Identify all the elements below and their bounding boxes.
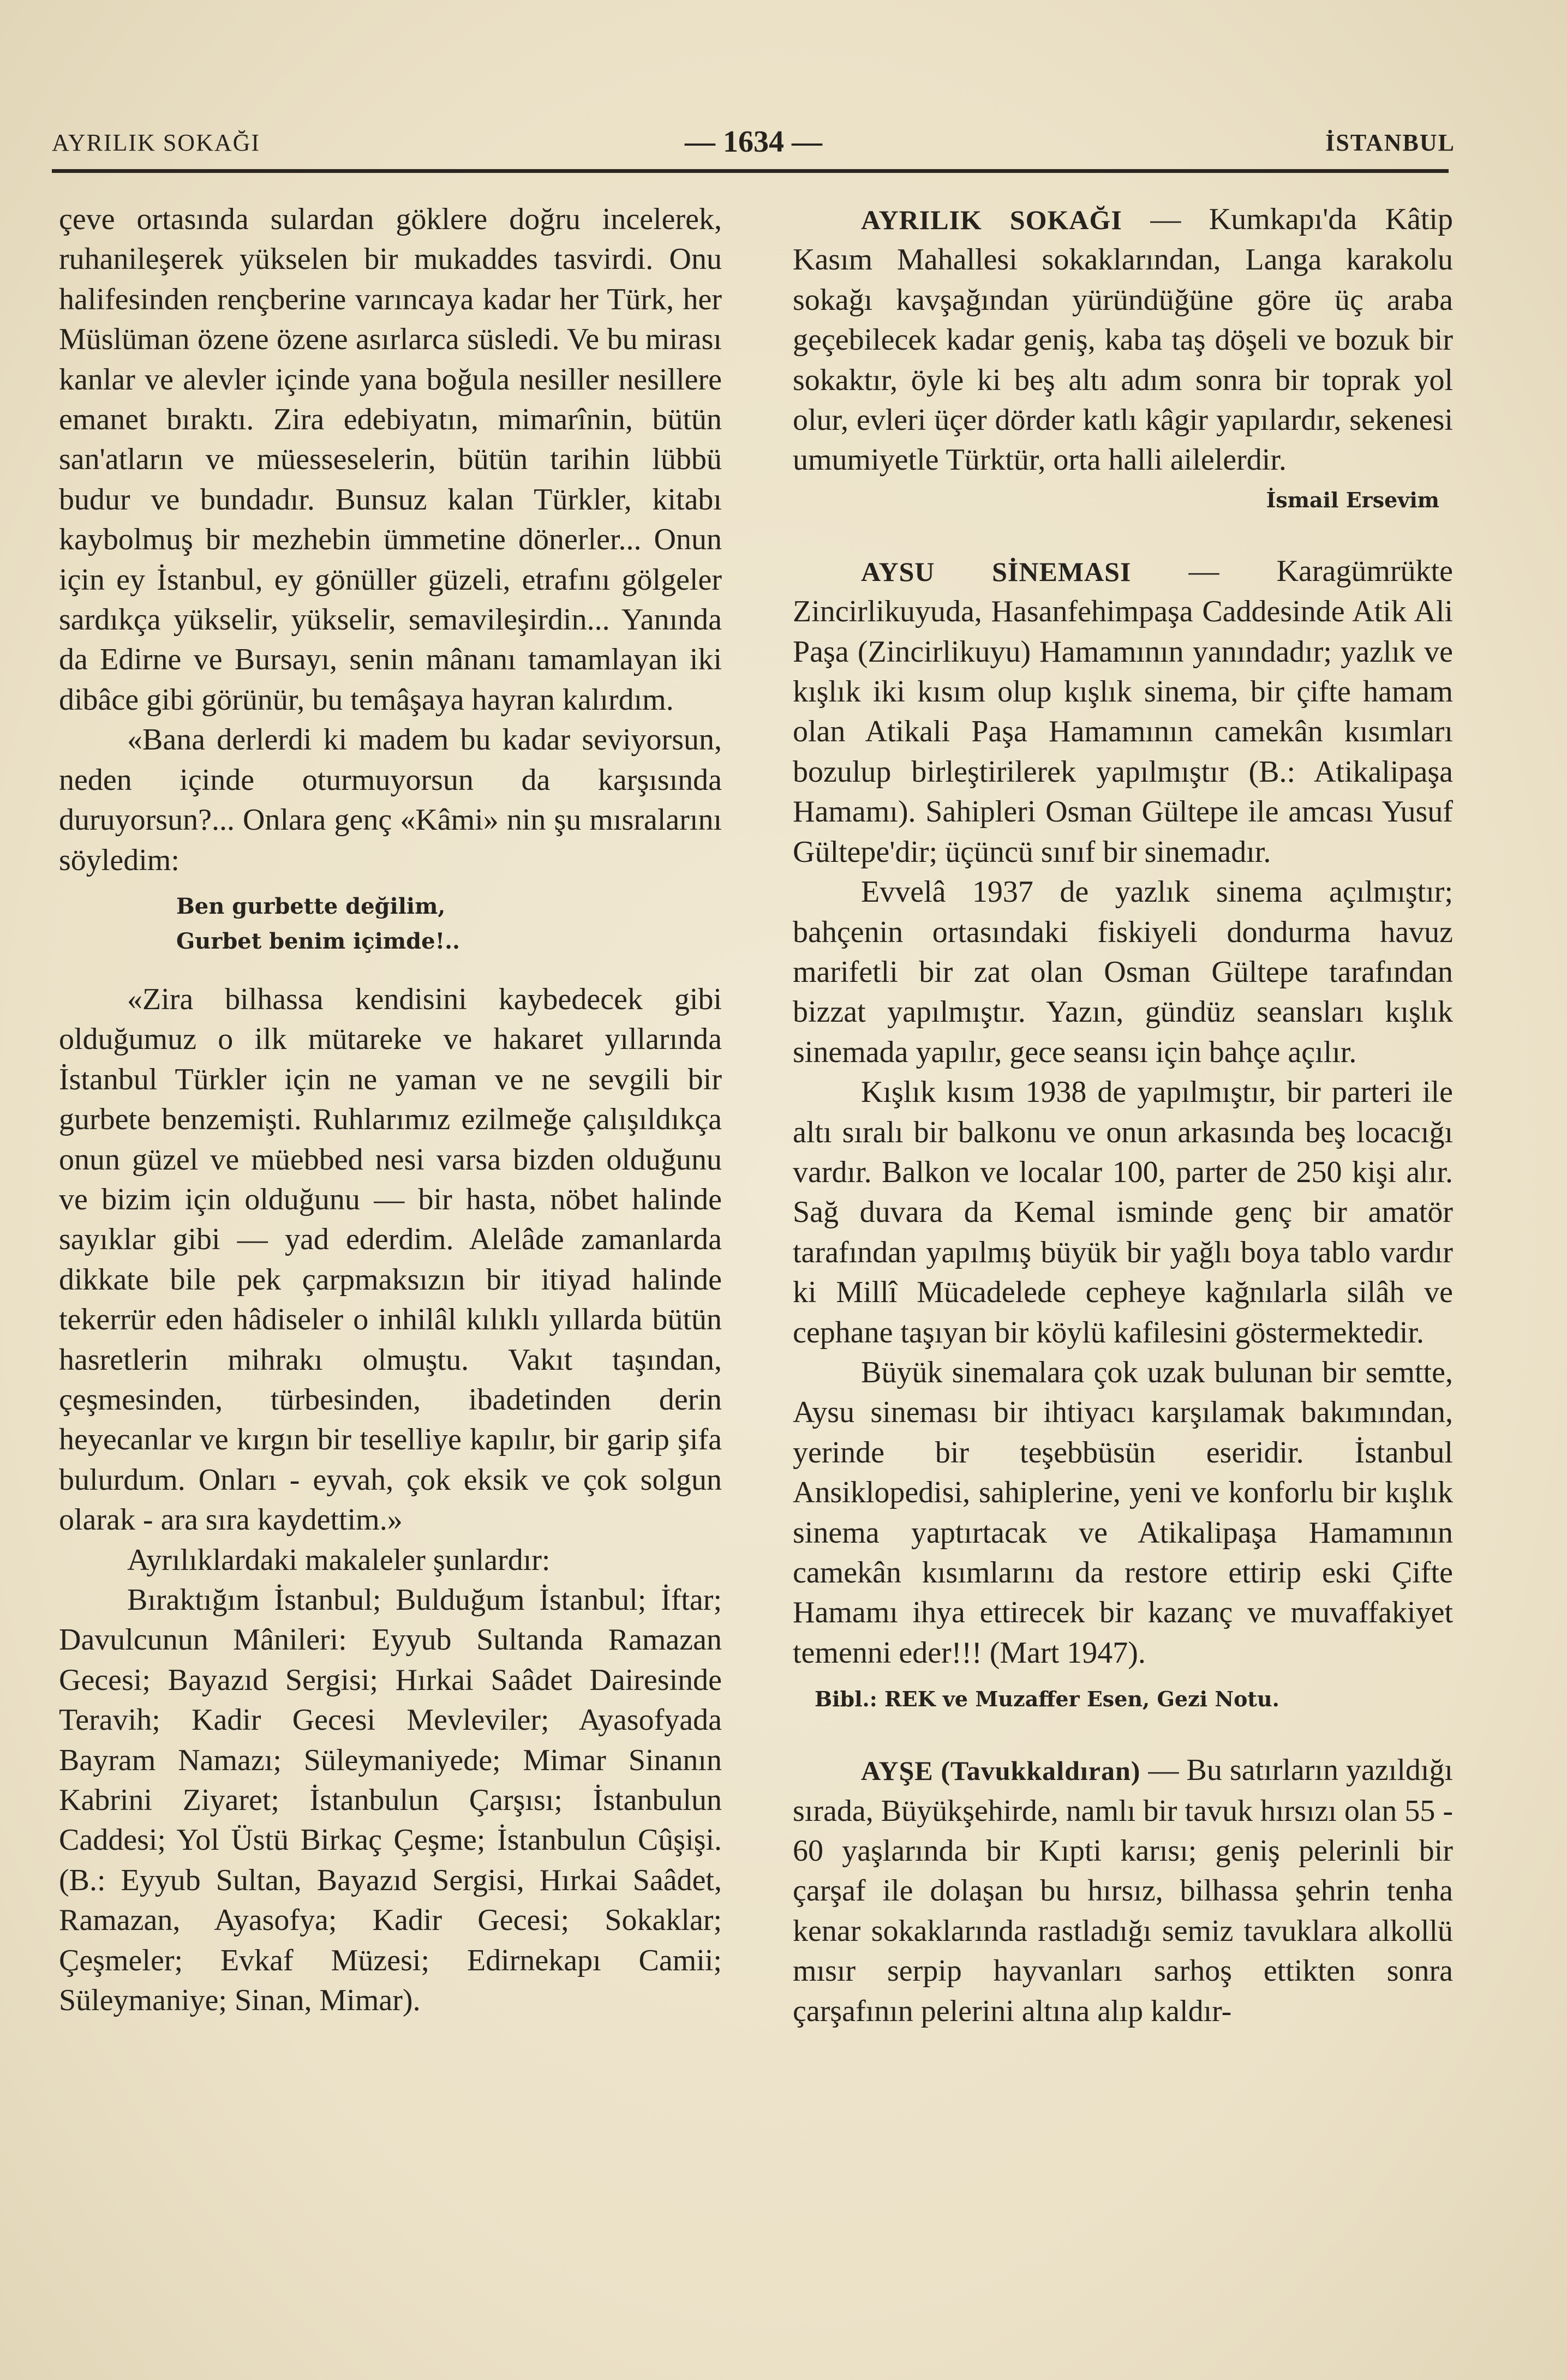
verse-quote	[176, 889, 722, 959]
bibliography: Bibl.: REK ve Muzaffer Esen, Gezi Notu.	[815, 1687, 1279, 1712]
header-encyclopedia-title: İSTANBUL	[1325, 129, 1455, 156]
entry-ayse	[793, 1750, 1453, 2031]
right-column	[793, 200, 1453, 2031]
running-head	[52, 124, 1455, 163]
left-paragraph-5: Bıraktığım İstanbul; Bulduğum İstanbul; İftar; Davulcunun Mânileri: Eyyub Sultanda Ramazan Gecesi; Bayazıd Sergisi; Hırkai Saâdet Dairesinde Teravih; Kadir Gecesi Mevleviler; Ayasofyada Bayram Namazı; Süleymaniyede; Mimar Sinanın Kabrini Ziyaret; İstanbulun Çarşısı; İstanbulun Caddesi; Yol Üstü Birkaç Çeşme; İstanbulun Cûşişi. (B.: Eyyub Sultan, Bayazıd Sergisi, Hırkai Saâdet, Ramazan, Ayasofya; Kadir Gecesi; Sokaklar; Çeşmeler; Evkaf Müzesi; Edirnekapı Camii; Süleymaniye; Sinan, Mimar).	[59, 1583, 722, 2018]
entry-heading-aysu-sinemasi: AYSU SİNEMASI	[861, 556, 1132, 587]
aysu-paragraph-2: Evvelâ 1937 de yazlık sinema açılmıştır; bahçenin ortasındaki fiskiyeli dondurma havuz marifetli bir zat olan Osman Gültepe tarafından bizzat yapılmıştır. Yazın, gündüz seansları kışlık sinemada yapılır, gece seansı için bahçe açılır.	[793, 875, 1453, 1069]
entry-ayrilik-sokagi	[793, 200, 1453, 481]
entry-text-ayrilik-sokagi: — Kumkapı'da Kâtip Kasım Mahallesi sokaklarından, Langa karakolu sokağı kavşağından yüründüğüne göre üç araba geçebilecek kadar geniş, kaba taş döşeli ve bozuk bir sokaktır, öyle ki beş altı adım sonra bir toprak yol olur, evleri üçer dörder katlı kâgir yapılardır, sekenesi umumiyetle Türktür, orta halli ailelerdir.	[793, 202, 1453, 477]
entry-text-ayse: — Bu satırların yazıldığı sırada, Büyükşehirde, namlı bir tavuk hırsızı olan 55 - 60 yaşlarında bir Kıpti karısı; geniş pelerinli bir çarşaf ile dolaşan bu hırsız, bilhassa şehrin tenha kenar sokaklarında rastladığı semiz tavuklara alkollü mısır serpip hayvanları sarhoş ettikten sonra çarşafının pelerini altına alıp kaldır-	[793, 1753, 1453, 2028]
left-paragraph-3: «Zira bilhassa kendisini kaybedecek gibi olduğumuz o ilk mütareke ve hakaret yıllarında İstanbul Türkler için ne yaman ve ne sevgili bir gurbete benzemişti. Ruhlarımız ezilmeğe çalışıldıkça onun güzel ve müebbed nesi varsa bizden olduğunu ve bizim için olduğunu — bir hasta, nöbet halinde sayıklar gibi — yad ederdim. Alelâde zamanlarda dikkate bile pek çarpmaksızın bir itiyad halinde tekerrür eden hâdiseler o inhilâl kılıklı yıllarda bütün hasretlerin mihrakı olmuştu. Vakıt taşından, çeşmesinden, türbesinden, ibadetinden derin heyecanlar ve kırgın bir teselliye kapılır, bir garip şifa bulurdum. Onları - eyvah, çok eksik ve çok solgun olarak - ara sıra kaydettim.»	[59, 982, 722, 1537]
left-column	[59, 200, 722, 2021]
left-paragraph-2: «Bana derlerdi ki madem bu kadar seviyorsun, neden içinde oturmuyorsun da karşısında duruyorsun?... Onlara genç «Kâmi» nin şu mısralarını söyledim:	[59, 723, 722, 877]
aysu-paragraph-4: Büyük sinemalara çok uzak bulunan bir semtte, Aysu sineması bir ihtiyacı karşılamak bakımından, yerinde bir teşebbüsün eseridir. İstanbul Ansiklopedisi, sahiplerine, yeni ve konforlu bir kışlık sinema yaptırtacak ve Atikalipaşa Hamamının camekân kısımlarını da restore ettirip eski Çifte Hamamı ihya ettirecek bir kazanç ve muvaffakiyet temenni eder!!! (Mart 1947).	[793, 1355, 1453, 1670]
entry-gap	[793, 517, 1453, 551]
author-signature: İsmail Ersevim	[1266, 487, 1439, 512]
entry-text-aysu-sinemasi: — Karagümrükte Zincirlikuyuda, Hasanfehimpaşa Caddesinde Atik Ali Paşa (Zincirlikuyu) Hamamının yanındadır; yazlık ve kışlık iki kısım olup kışlık sinema, bir çifte hamam olan Atikali Paşa Hamamının camekân kısımları bozulup birleştirilerek yapılmıştır (B.: Atikalipaşa Hamamı). Sahipleri Osman Gültepe ile amcası Yusuf Gültepe'dir; üçüncü sınıf bir sinemadır.	[793, 554, 1453, 869]
header-rule	[52, 169, 1449, 173]
left-paragraph-1: çeve ortasında sulardan göklere doğru incelerek, ruhanileşerek yükselen bir mukaddes tasvirdi. Onu halifesinden rençberine varıncaya kadar her Türk, her Müslüman özene özene asırlarca süsledi. Ve bu mirası kanlar ve alevler içinde yana boğula nesiller nesillere emanet bıraktı. Zira edebiyatın, mimarînin, bütün san'atların ve müesseselerin, bütün tarihin lübbü budur ve bundadır. Bunsuz kalan Türkler, kitabı kaybolmuş bir mezhebin ümmetine dönerler... Onun için ey İstanbul, ey gönüller güzeli, etrafını gölgeler sardıkça yükselir, yükselir, semavileşirdin... Yanında da Edirne ve Bursayı, senin mânanı tamamlayan iki dibâce gibi görünür, bu temâşaya hayran kalırdım.	[59, 202, 722, 717]
entry-aysu-sinemasi	[793, 551, 1453, 872]
header-entry-title: AYRILIK SOKAĞI	[52, 129, 261, 156]
page-number: — 1634 —	[685, 125, 822, 159]
entry-gap	[793, 1716, 1453, 1750]
entry-heading-ayrilik-sokagi: AYRILIK SOKAĞI	[861, 205, 1122, 235]
aysu-paragraph-3: Kışlık kısım 1938 de yapılmıştır, bir parteri ile altı sıralı bir balkonu ve onun arkasında beş locacığı vardır. Balkon ve localar 100, parter de 250 kişi alır. Sağ duvara da Kemal isminde genç bir amatör tarafından yapılmış büyük bir yağlı boya tablo vardır ki Millî Mücadelede cepheye kağnılarla silâh ve cephane taşıyan bir köylü kafilesini göstermektedir.	[793, 1075, 1453, 1350]
verse-line-1: Ben gurbette değilim,	[176, 893, 446, 919]
verse-line-2: Gurbet benim içimde!..	[176, 928, 460, 954]
entry-heading-ayse: AYŞE (Tavukkaldıran)	[861, 1755, 1141, 1787]
left-paragraph-4: Ayrılıklardaki makaleler şunlardır:	[127, 1543, 551, 1577]
